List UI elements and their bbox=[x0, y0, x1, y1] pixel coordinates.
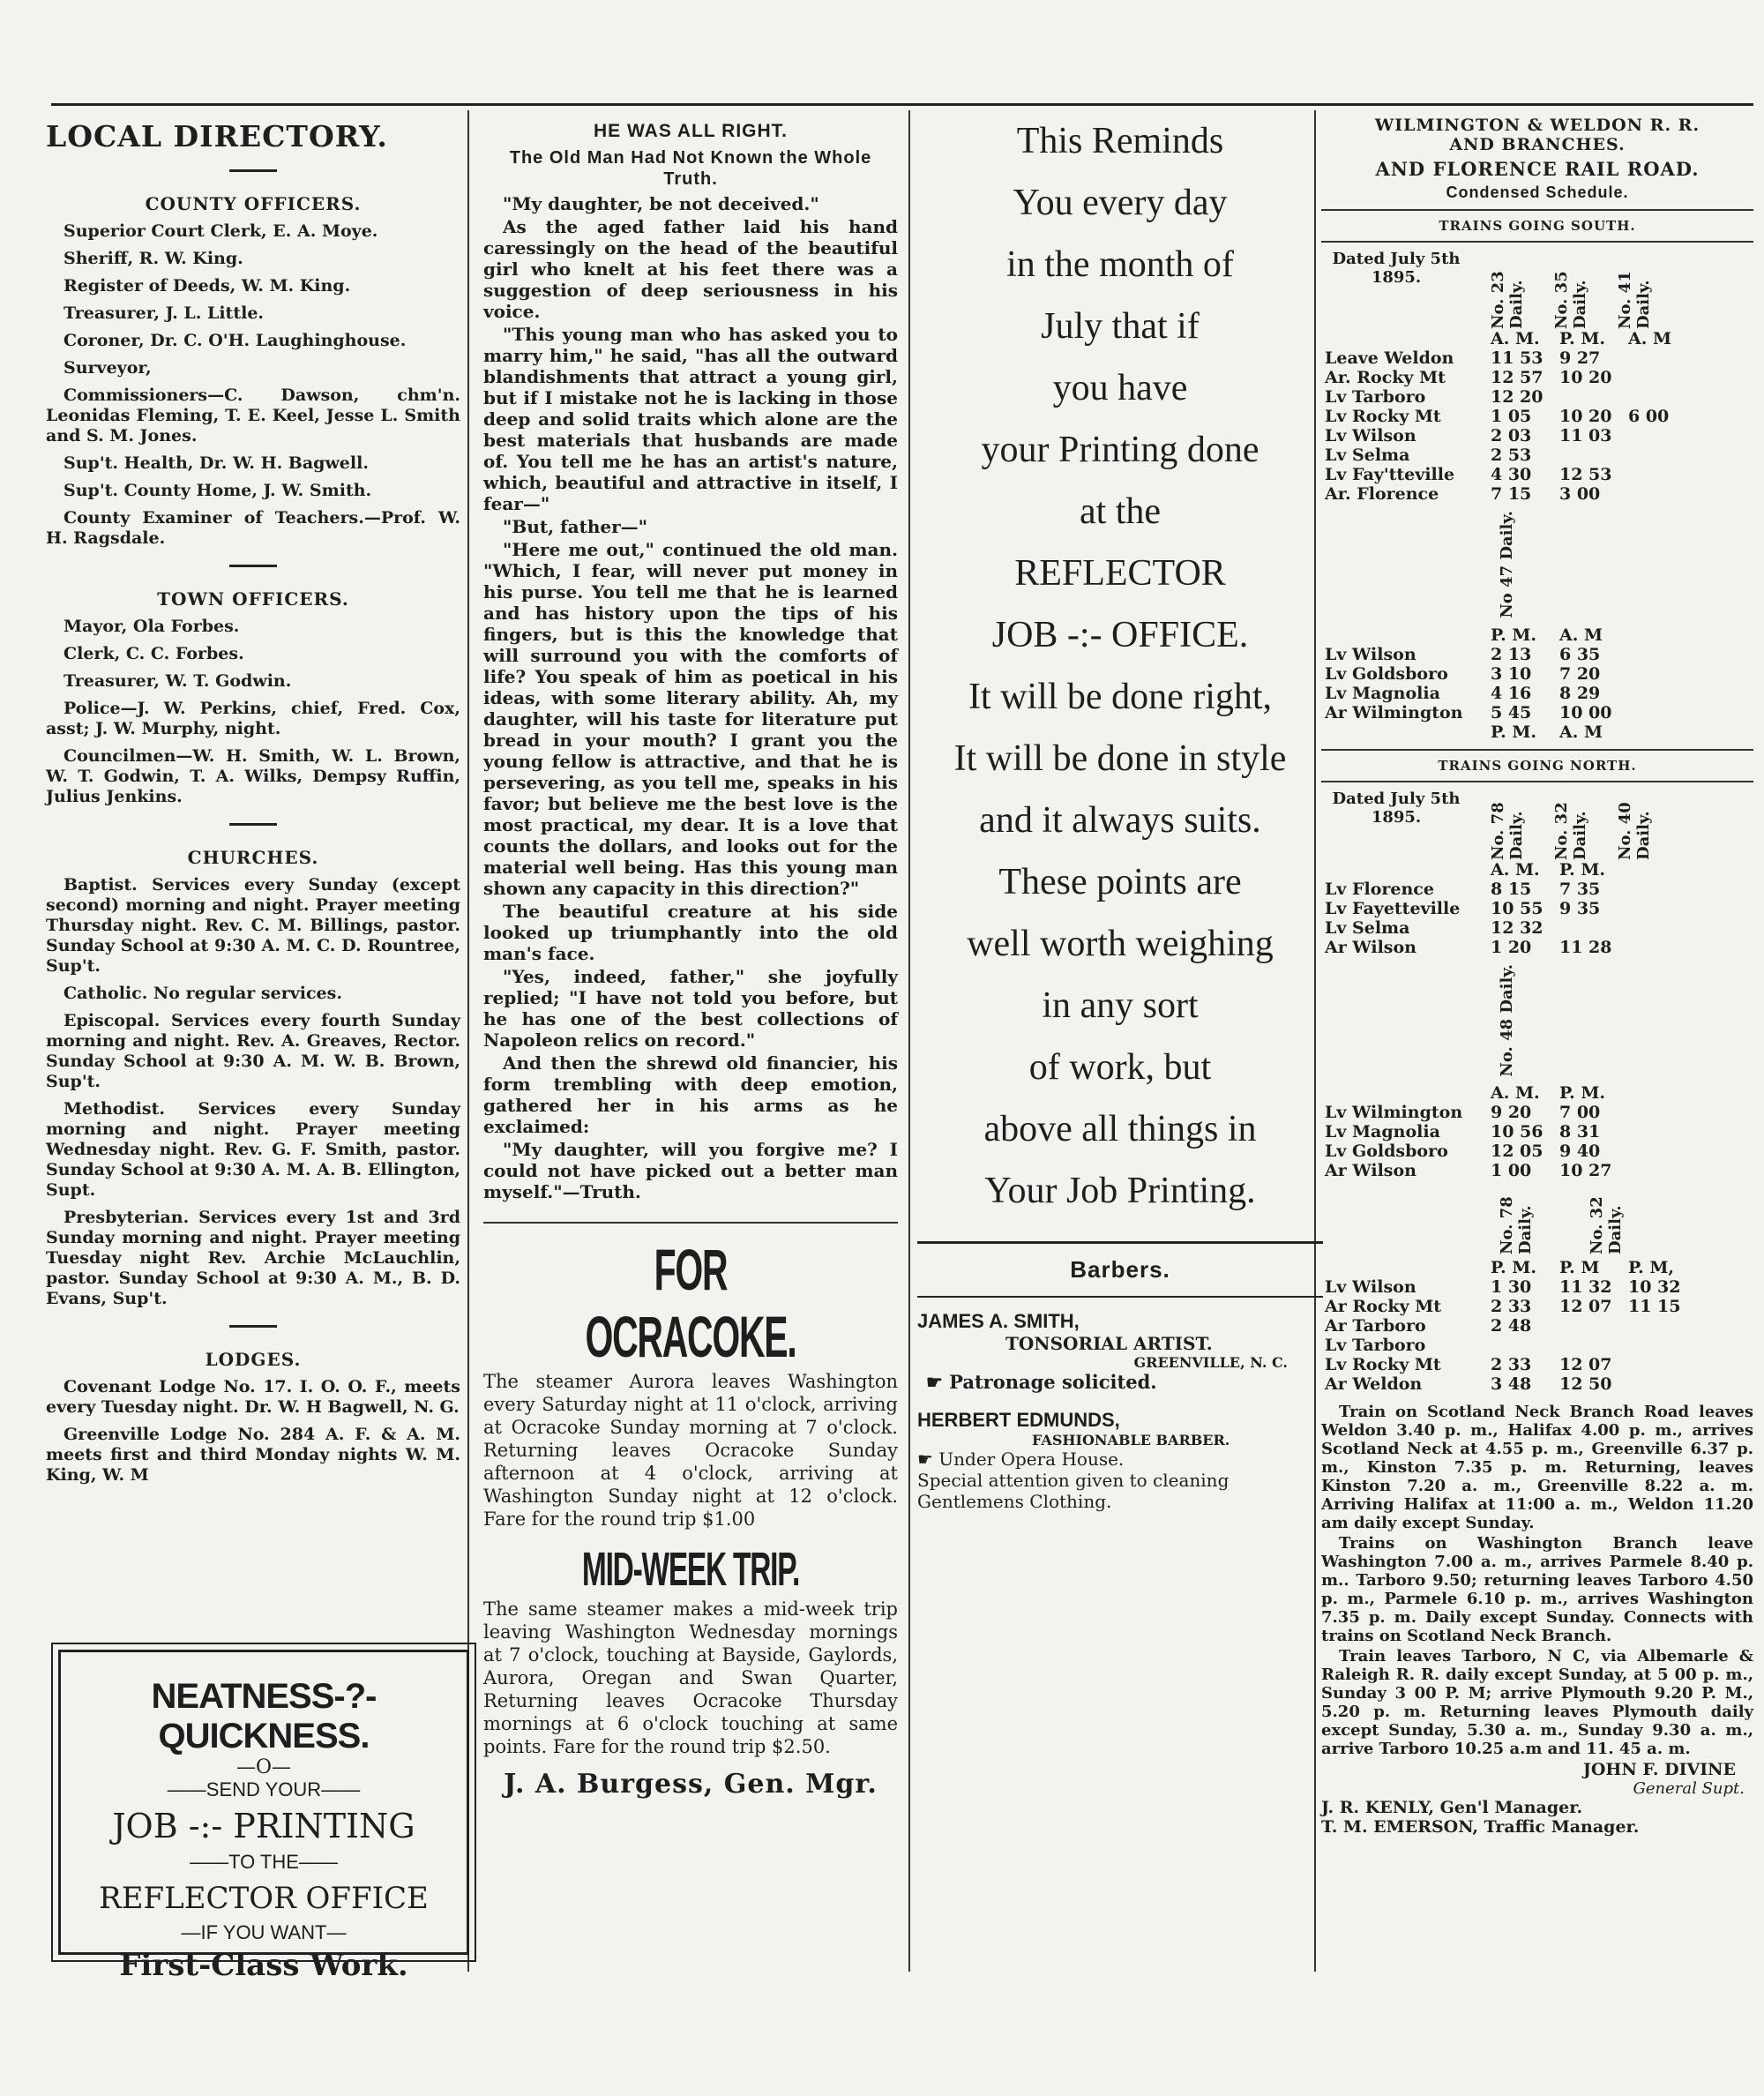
ocracoke-text: The steamer Aurora leaves Washington every Saturday night at 11 o'clock, arriving at Ocracoke Sunday morning at 7 o'clock. Returning leaves Ocracoke Sunday afternoon at 4 o'clock, arriving at Washington Sunday night at 12 o'clock. Fare for the round trip $1.00 bbox=[483, 1371, 898, 1530]
town-officer-entry: Councilmen—W. H. Smith, W. L. Brown, W. T. Godwin, T. A. Wilks, Dempsy Ruffin, Julius Jenkins. bbox=[46, 746, 460, 806]
pointing-hand-icon: ☛ bbox=[917, 1448, 939, 1470]
station-cell: Ar Wilson bbox=[1325, 1161, 1416, 1181]
ad-first-class: First-Class Work. bbox=[119, 1948, 408, 1983]
divider bbox=[917, 1296, 1323, 1298]
story-paragraph: "Here me out," continued the old man. "Which, I fear, will never put money in his purse. You tell me that he is learned and has history upon the tips of his fingers, but is this the knowledge that will surround you with the comforts of life? You speak of him as poetical in his ideas, with some literary ability. Ah, my daughter, will his taste for literature put bread in your mouth? I grant you the young fellow is attractive, and that he is persevering, as you tell me, speaks in his favor; but believe me the best love is the most practical, my dear. It is a love that counts the dollars, and looks out for the material well being. Has this young man shown any capacity in this direction?" bbox=[483, 539, 898, 899]
schedule-row bbox=[1321, 1277, 1693, 1297]
churches-list bbox=[46, 875, 460, 1309]
ad-line: ——SEND YOUR—— bbox=[167, 1778, 361, 1800]
schedule-row bbox=[1321, 348, 1693, 368]
station-cell: Lv Wilmington bbox=[1325, 1103, 1463, 1123]
time-cell: 12 07 bbox=[1559, 1355, 1612, 1375]
divider bbox=[229, 169, 277, 172]
time-cell bbox=[1625, 1316, 1693, 1336]
time-cell bbox=[1625, 1374, 1693, 1394]
reminder-line: These points are bbox=[998, 862, 1242, 902]
train-column-header: No. 78 Daily. bbox=[1489, 801, 1526, 860]
time-cell: 5 45 bbox=[1491, 702, 1532, 722]
time-cell bbox=[1625, 484, 1693, 504]
north-column-headers bbox=[1489, 790, 1653, 860]
train-column-header: No. 32 Daily. bbox=[1552, 801, 1589, 860]
south-heading: TRAINS GOING SOUTH. bbox=[1439, 218, 1636, 234]
schedule-row bbox=[1321, 880, 1625, 899]
ocracoke-title: FOR OCRACOKE. bbox=[585, 1237, 796, 1369]
time-cell: 10 27 bbox=[1559, 1161, 1612, 1181]
reminder-line: you have bbox=[1052, 368, 1188, 408]
station-cell bbox=[1321, 1258, 1487, 1277]
time-cell: 12 57 bbox=[1491, 368, 1544, 387]
time-cell: 1 00 bbox=[1491, 1161, 1532, 1181]
church-entry: Catholic. No regular services. bbox=[64, 984, 342, 1003]
town-officer-entry: Police—J. W. Perkins, chief, Fred. Cox, asst; J. W. Murphy, night. bbox=[46, 699, 460, 738]
time-cell: 6 35 bbox=[1559, 644, 1601, 664]
divider bbox=[229, 565, 277, 567]
reminder-line: Your Job Printing. bbox=[984, 1171, 1256, 1211]
town-officers-heading: TOWN OFFICERS. bbox=[157, 588, 349, 610]
time-cell: 4 30 bbox=[1491, 465, 1532, 484]
station-cell: Ar Rocky Mt bbox=[1325, 1297, 1442, 1317]
time-cell: 7 20 bbox=[1559, 663, 1601, 684]
time-cell: A. M. bbox=[1491, 329, 1540, 348]
reminder-line: well worth weighing bbox=[967, 924, 1274, 964]
station-cell: Ar. Florence bbox=[1325, 484, 1439, 504]
rr-signer: JOHN F. DIVINE bbox=[1582, 1760, 1736, 1780]
time-cell: P. M. bbox=[1491, 722, 1537, 742]
schedule-row bbox=[1321, 703, 1625, 722]
schedule-row bbox=[1321, 664, 1625, 684]
schedule-row bbox=[1321, 1374, 1693, 1394]
time-cell: 11 28 bbox=[1559, 937, 1612, 957]
story-title: HE WAS ALL RIGHT. bbox=[593, 121, 788, 141]
ad-job-printing: JOB -:- PRINTING bbox=[112, 1807, 415, 1845]
reminder-line: above all things in bbox=[983, 1109, 1257, 1149]
story-paragraph: "This young man who has asked you to marry him," he said, "has all the outward blandishments that attract a young girl, but if I mistake not he is lacking in those deep and solid traits which alone are the best materials that husbands are made of. You tell me he has an artist's nature, which, beautiful and attractive in itself, I fear—" bbox=[483, 324, 898, 514]
station-cell: Ar Wilson bbox=[1325, 937, 1416, 957]
station-cell: Ar Wilmington bbox=[1325, 702, 1463, 722]
ad-line: —IF YOU WANT— bbox=[181, 1921, 347, 1943]
reminder-ad bbox=[917, 110, 1323, 1512]
rr-signer-title: General Supt. bbox=[1633, 1779, 1745, 1799]
time-cell: P. M. bbox=[1559, 1083, 1606, 1104]
time-cell bbox=[1625, 1355, 1693, 1374]
time-cell bbox=[1625, 426, 1693, 445]
smith-title: TONSORIAL ARTIST. bbox=[1005, 1333, 1213, 1354]
time-cell bbox=[1625, 465, 1693, 484]
time-cell: P. M. bbox=[1491, 625, 1537, 645]
schedule-row bbox=[1321, 1103, 1625, 1122]
time-cell: 10 20 bbox=[1559, 407, 1612, 426]
schedule-row bbox=[1321, 918, 1625, 938]
station-cell: Lv Tarboro bbox=[1325, 387, 1426, 407]
time-cell: A. M. bbox=[1491, 859, 1540, 880]
time-cell: A. M bbox=[1559, 625, 1603, 645]
county-officer-entry: Register of Deeds, W. M. King. bbox=[64, 276, 351, 296]
schedule-row bbox=[1321, 722, 1625, 742]
reminder-line: It will be done right, bbox=[968, 677, 1273, 717]
divider bbox=[1321, 749, 1753, 751]
station-cell bbox=[1321, 860, 1487, 880]
time-cell bbox=[1625, 1336, 1693, 1355]
time-cell: 3 00 bbox=[1559, 484, 1601, 504]
town-officer-entry: Clerk, C. C. Forbes. bbox=[64, 644, 244, 663]
time-cell: 11 03 bbox=[1559, 426, 1612, 445]
time-cell: A. M bbox=[1628, 329, 1672, 348]
station-cell: Lv Tarboro bbox=[1325, 1336, 1426, 1356]
edmunds-note: Special attention given to cleaning Gentlemens Clothing. bbox=[917, 1470, 1230, 1512]
schedule-row bbox=[1321, 1336, 1693, 1355]
time-cell: 3 48 bbox=[1491, 1374, 1532, 1395]
north-column-headers-3 bbox=[1498, 1187, 1753, 1254]
edmunds-location bbox=[917, 1448, 1323, 1470]
schedule-row bbox=[1321, 1297, 1693, 1316]
ad-line: ——TO THE—— bbox=[190, 1851, 338, 1873]
schedule-row bbox=[1321, 1122, 1625, 1142]
railroad-note: Trains on Washington Branch leave Washington 7.00 a. m., arrives Parmele 8.40 p. m.. Tarboro 9.50; returning leaves Tarboro 4.50 p. m., Parmele 6.10 p. m., arrives Washington 7.35 p. m. Daily except Sunday. Connects with trains on Scotland Neck Branch. bbox=[1321, 1534, 1753, 1646]
time-cell bbox=[1625, 445, 1693, 465]
schedule-row bbox=[1321, 1355, 1693, 1374]
time-cell: 2 33 bbox=[1491, 1297, 1532, 1317]
station-cell: Lv Selma bbox=[1325, 445, 1410, 465]
story-body bbox=[483, 193, 898, 1202]
lodges-list bbox=[46, 1377, 460, 1486]
schedule-row bbox=[1321, 938, 1625, 957]
reminder-line: This Reminds bbox=[1016, 121, 1224, 161]
station-cell bbox=[1321, 722, 1487, 742]
time-cell: 11 15 bbox=[1628, 1297, 1681, 1317]
schedule-row bbox=[1321, 645, 1625, 664]
time-cell: 10 00 bbox=[1559, 702, 1612, 722]
time-cell bbox=[1625, 348, 1693, 368]
train-column-header: No. 32 Daily. bbox=[1588, 1196, 1625, 1255]
churches-heading: CHURCHES. bbox=[187, 847, 319, 868]
time-cell: 12 32 bbox=[1491, 917, 1544, 938]
station-cell: Lv Magnolia bbox=[1325, 683, 1440, 703]
train-column-header: No. 35 Daily. bbox=[1552, 271, 1589, 329]
directory-title: LOCAL DIRECTORY. bbox=[46, 119, 388, 153]
train-column-header: No. 78 Daily. bbox=[1498, 1196, 1535, 1255]
reminder-line: REFLECTOR bbox=[1014, 553, 1226, 594]
time-cell: 12 07 bbox=[1559, 1297, 1612, 1317]
station-cell: Lv Rocky Mt bbox=[1325, 1355, 1441, 1375]
edmunds-title: FASHIONABLE BARBER. bbox=[1032, 1432, 1230, 1448]
time-cell: 9 35 bbox=[1559, 898, 1601, 918]
time-cell: 1 05 bbox=[1491, 407, 1532, 426]
time-cell: 10 32 bbox=[1628, 1277, 1681, 1298]
south-col-47: No 47 Daily. bbox=[1498, 511, 1516, 618]
lodge-entry: Greenville Lodge No. 284 A. F. & A. M. meets first and third Monday nights W. M. King, W. M bbox=[46, 1425, 460, 1485]
time-cell bbox=[1556, 387, 1625, 407]
schedule-row bbox=[1321, 1316, 1693, 1336]
time-cell: 8 15 bbox=[1491, 879, 1532, 899]
station-cell bbox=[1321, 625, 1487, 645]
schedule-row bbox=[1321, 387, 1693, 407]
north-schedule-table bbox=[1321, 860, 1625, 957]
time-cell bbox=[1556, 1336, 1625, 1355]
smith-note-text: Patronage solicited. bbox=[949, 1371, 1157, 1393]
schedule-row bbox=[1321, 407, 1693, 426]
railroad-notes bbox=[1321, 1403, 1753, 1758]
time-cell: P. M. bbox=[1559, 859, 1606, 880]
time-cell: P. M. bbox=[1491, 1258, 1537, 1278]
story-subtitle: The Old Man Had Not Known the Whole Truth. bbox=[509, 148, 872, 189]
general-manager: J. A. Burgess, Gen. Mgr. bbox=[504, 1769, 878, 1800]
schedule-row bbox=[1321, 684, 1625, 703]
story-paragraph: "My daughter, be not deceived." bbox=[503, 193, 819, 214]
schedule-row bbox=[1321, 445, 1693, 465]
divider bbox=[1321, 781, 1753, 782]
north-dated: Dated July 5th 1895. bbox=[1332, 789, 1461, 827]
ad-headline: NEATNESS-?-QUICKNESS. bbox=[151, 1677, 377, 1755]
time-cell: 10 56 bbox=[1491, 1122, 1544, 1142]
station-cell: Lv Goldsboro bbox=[1325, 1142, 1448, 1162]
time-cell: 7 35 bbox=[1559, 879, 1601, 899]
train-column-header: No. 41 Daily. bbox=[1616, 271, 1653, 329]
ad-separator: —O— bbox=[235, 1756, 292, 1778]
station-cell: Lv Magnolia bbox=[1325, 1122, 1440, 1142]
time-cell: 7 00 bbox=[1559, 1103, 1601, 1123]
south-dated: Dated July 5th 1895. bbox=[1332, 250, 1461, 287]
pointing-hand-icon: ☛ bbox=[926, 1371, 950, 1393]
rr-title-3: AND FLORENCE RAIL ROAD. bbox=[1375, 158, 1700, 180]
column-divider bbox=[908, 110, 910, 1972]
reminder-line: your Printing done bbox=[981, 430, 1259, 470]
county-officer-entry: Surveyor, bbox=[64, 358, 152, 378]
schedule-row bbox=[1321, 625, 1625, 645]
reminder-line: at the bbox=[1079, 491, 1162, 532]
time-cell bbox=[1556, 918, 1625, 938]
station-cell bbox=[1321, 1083, 1487, 1103]
station-cell: Lv Fay'tteville bbox=[1325, 465, 1455, 484]
schedule-row bbox=[1321, 1083, 1625, 1103]
barbers-heading: Barbers. bbox=[1070, 1256, 1170, 1283]
time-cell: 11 53 bbox=[1491, 348, 1544, 368]
time-cell: 12 20 bbox=[1491, 387, 1544, 407]
county-officer-entry: Treasurer, J. L. Little. bbox=[64, 303, 265, 323]
station-cell: Lv Florence bbox=[1325, 879, 1434, 899]
schedule-row bbox=[1321, 329, 1693, 348]
time-cell: 12 50 bbox=[1559, 1374, 1612, 1395]
neatness-quickness-ad bbox=[58, 1650, 469, 1983]
time-cell: 4 16 bbox=[1491, 683, 1532, 703]
time-cell bbox=[1556, 1316, 1625, 1336]
station-cell: Lv Wilson bbox=[1325, 1277, 1416, 1298]
church-entry: Episcopal. Services every fourth Sunday morning and night. Rev. A. Greaves, Rector. Sunday School at 9:30 A. M. W. B. Brown, Sup't. bbox=[46, 1011, 460, 1091]
reminder-line: in any sort bbox=[1042, 985, 1199, 1026]
station-cell: Leave Weldon bbox=[1325, 348, 1454, 368]
time-cell: 2 48 bbox=[1491, 1316, 1532, 1336]
smith-note bbox=[926, 1371, 1323, 1393]
time-cell: 2 33 bbox=[1491, 1355, 1532, 1375]
schedule-row bbox=[1321, 1258, 1693, 1277]
time-cell: 6 00 bbox=[1628, 407, 1670, 426]
reminder-line: You every day bbox=[1013, 183, 1228, 223]
divider bbox=[1321, 241, 1753, 243]
time-cell: 12 05 bbox=[1491, 1142, 1544, 1162]
town-officers-list bbox=[46, 617, 460, 807]
edmunds-name: HERBERT EDMUNDS, bbox=[917, 1409, 1120, 1431]
county-officer-entry: Superior Court Clerk, E. A. Moye. bbox=[64, 221, 378, 241]
north-schedule-table-3 bbox=[1321, 1258, 1693, 1394]
station-cell: Lv Fayetteville bbox=[1325, 898, 1461, 918]
county-officer-entry: Sup't. Health, Dr. W. H. Bagwell. bbox=[64, 453, 369, 473]
station-cell: Lv Wilson bbox=[1325, 644, 1416, 664]
station-cell: Ar Weldon bbox=[1325, 1374, 1423, 1395]
top-rule bbox=[51, 103, 1753, 106]
story-paragraph: The beautiful creature at his side looked up triumphantly into the old man's face. bbox=[483, 901, 898, 964]
rr-title-2: AND BRANCHES. bbox=[1449, 135, 1626, 154]
smith-name: JAMES A. SMITH, bbox=[917, 1310, 1080, 1332]
county-officer-entry: Sheriff, R. W. King. bbox=[64, 249, 243, 268]
railroad-note: Train leaves Tarboro, N C, via Albemarle & Raleigh R. R. daily except Sunday, at 5 00 p. m., Sunday 3 00 P. M; arrive Plymouth 9.20 P. M., 5.20 p. m. Returning leaves Plymouth daily except Sunday, 5.30 a. m., Sunday 9.30 a. m., arrive Tarboro 10.25 a.m and 11. 45 a. m. bbox=[1321, 1647, 1753, 1759]
station-cell: Lv Goldsboro bbox=[1325, 663, 1448, 684]
time-cell: 10 55 bbox=[1491, 898, 1544, 918]
story-paragraph: "Yes, indeed, father," she joyfully replied; "I have not told you before, but he has one of the best collections of Napoleon relics on record." bbox=[483, 966, 898, 1051]
rr-gen-manager: J. R. KENLY, Gen'l Manager. bbox=[1321, 1798, 1583, 1818]
schedule-row bbox=[1321, 860, 1625, 880]
smith-place: GREENVILLE, N. C. bbox=[1133, 1354, 1288, 1371]
town-officer-entry: Treasurer, W. T. Godwin. bbox=[64, 671, 292, 691]
time-cell: 3 10 bbox=[1491, 663, 1532, 684]
schedule-row bbox=[1321, 484, 1693, 504]
railroad-column bbox=[1321, 110, 1753, 1837]
station-cell: Lv Wilson bbox=[1325, 426, 1416, 445]
story-paragraph: And then the shrewd old financier, his form trembling with deep emotion, gathered her in his arms as he exclaimed: bbox=[483, 1052, 898, 1137]
lodge-entry: Covenant Lodge No. 17. I. O. O. F., meets every Tuesday night. Dr. W. H Bagwell, N. G. bbox=[46, 1377, 460, 1417]
time-cell: 12 53 bbox=[1559, 465, 1612, 484]
county-officer-entry: Coroner, Dr. C. O'H. Laughinghouse. bbox=[64, 331, 407, 350]
county-officer-entry: Sup't. County Home, J. W. Smith. bbox=[64, 481, 372, 500]
railroad-note: Train on Scotland Neck Branch Road leaves Weldon 3.40 p. m., Halifax 4.00 p. m., arrives Scotland Neck at 4.55 p. m., Greenville 6.37 p. m., Kinston 7.35 p. m. Returning, leaves Kinston 7.20 a. m., Greenville 8.22 a. m. Arriving Halifax at 11:00 a. m., Weldon 11.20 am daily except Sunday. bbox=[1321, 1403, 1753, 1533]
ad-reflector-office: REFLECTOR OFFICE bbox=[99, 1881, 429, 1916]
schedule-row bbox=[1321, 465, 1693, 484]
time-cell: P. M, bbox=[1628, 1258, 1675, 1278]
station-cell bbox=[1321, 329, 1487, 348]
schedule-row bbox=[1321, 426, 1693, 445]
story-paragraph: "My daughter, will you forgive me? I could not have picked out a better man myself."—Truth. bbox=[483, 1139, 898, 1202]
church-entry: Methodist. Services every Sunday morning and night. Prayer meeting Wednesday night. Rev. G. F. Smith, pastor. Sunday School at 9:30 A. M. A. B. Ellington, Supt. bbox=[46, 1099, 460, 1200]
time-cell: A. M bbox=[1559, 722, 1603, 742]
reminder-line: JOB -:- OFFICE. bbox=[991, 615, 1249, 655]
time-cell: 9 20 bbox=[1491, 1103, 1532, 1123]
divider bbox=[917, 1241, 1323, 1244]
county-officers-list bbox=[46, 221, 460, 549]
rr-subtitle: Condensed Schedule. bbox=[1446, 183, 1629, 201]
rr-title-1: WILMINGTON & WELDON R. R. bbox=[1374, 116, 1700, 135]
reminder-line: in the month of bbox=[1006, 244, 1234, 285]
station-cell: Ar Tarboro bbox=[1325, 1316, 1426, 1336]
divider bbox=[229, 1325, 277, 1328]
edmunds-location-text: Under Opera House. bbox=[938, 1448, 1125, 1470]
time-cell: 1 30 bbox=[1491, 1277, 1532, 1298]
train-column-header: No. 23 Daily. bbox=[1489, 271, 1526, 329]
time-cell: 8 29 bbox=[1559, 683, 1601, 703]
town-officer-entry: Mayor, Ola Forbes. bbox=[64, 617, 240, 636]
time-cell: A. M. bbox=[1491, 1083, 1540, 1104]
story-paragraph: "But, father—" bbox=[503, 516, 648, 537]
mid-week-title: MID-WEEK TRIP. bbox=[581, 1543, 800, 1596]
rr-traffic-manager: T. M. EMERSON, Traffic Manager. bbox=[1321, 1817, 1640, 1838]
time-cell: 1 20 bbox=[1491, 937, 1532, 957]
time-cell: 11 32 bbox=[1559, 1277, 1612, 1298]
church-entry: Presbyterian. Services every 1st and 3rd Sunday morning and night. Prayer meeting Tuesday night Rev. Archie McLauchlin, pastor. Sunday School at 9:30 A. M., B. D. Evans, Sup't. bbox=[46, 1208, 460, 1308]
divider bbox=[229, 823, 277, 826]
reminder-line: July that if bbox=[1041, 306, 1200, 347]
church-entry: Baptist. Services every Sunday (except second) morning and night. Prayer meeting Thursday night. Rev. C. M. Billings, pastor. Sunday School at 9:30 A. M. C. D. Rountree, Sup't. bbox=[46, 875, 460, 976]
mid-week-text: The same steamer makes a mid-week trip leaving Washington Wednesday mornings at 7 o'clock, touching at Bayside, Gaylords, Aurora, Oregan and Swan Quarter, Returning leaves Ocracoke Thursday mornings at 6 o'clock touching at same points. Fare for the round trip $2.50. bbox=[483, 1598, 898, 1757]
time-cell bbox=[1625, 387, 1693, 407]
time-cell: P. M bbox=[1559, 1258, 1600, 1278]
divider bbox=[1321, 209, 1753, 211]
schedule-row bbox=[1321, 899, 1625, 918]
north-col-48: No. 48 Daily. bbox=[1498, 963, 1516, 1077]
time-cell: 9 40 bbox=[1559, 1142, 1601, 1162]
local-directory-column bbox=[46, 110, 460, 1983]
reminder-line: It will be done in style bbox=[953, 738, 1287, 779]
time-cell: 10 20 bbox=[1559, 368, 1612, 387]
station-cell: Lv Rocky Mt bbox=[1325, 407, 1441, 426]
county-officers-heading: COUNTY OFFICERS. bbox=[145, 193, 362, 214]
south-schedule-table bbox=[1321, 329, 1693, 504]
time-cell: 7 15 bbox=[1491, 484, 1532, 504]
station-cell: Ar. Rocky Mt bbox=[1325, 368, 1446, 387]
story-column bbox=[483, 110, 898, 1800]
county-officer-entry: Commissioners—C. Dawson, chm'n. Leonidas Fleming, T. E. Keel, Jesse L. Smith and S. M. Jones. bbox=[46, 386, 460, 445]
time-cell: 2 03 bbox=[1491, 426, 1532, 445]
south-column-headers bbox=[1489, 250, 1653, 329]
reminder-line: and it always suits. bbox=[979, 800, 1261, 841]
station-cell: Lv Selma bbox=[1325, 917, 1410, 938]
schedule-row bbox=[1321, 1142, 1625, 1161]
south-schedule-table-2 bbox=[1321, 625, 1625, 742]
county-officer-entry: County Examiner of Teachers.—Prof. W. H. Ragsdale. bbox=[46, 508, 460, 548]
schedule-row bbox=[1321, 368, 1693, 387]
time-cell: 2 13 bbox=[1491, 644, 1532, 664]
time-cell bbox=[1625, 368, 1693, 387]
north-heading: TRAINS GOING NORTH. bbox=[1438, 757, 1637, 774]
reminder-lines bbox=[917, 110, 1323, 1222]
time-cell: 2 53 bbox=[1491, 445, 1532, 465]
reminder-line: of work, but bbox=[1028, 1047, 1212, 1088]
train-column-header: No. 40 Daily. bbox=[1616, 801, 1653, 860]
divider bbox=[483, 1222, 898, 1224]
schedule-row bbox=[1321, 1161, 1625, 1180]
time-cell: P. M. bbox=[1559, 329, 1606, 348]
lodges-heading: LODGES. bbox=[205, 1349, 302, 1370]
time-cell bbox=[1487, 1336, 1556, 1355]
time-cell: 8 31 bbox=[1559, 1122, 1601, 1142]
north-schedule-table-2 bbox=[1321, 1083, 1625, 1180]
time-cell bbox=[1556, 445, 1625, 465]
time-cell: 9 27 bbox=[1559, 348, 1601, 368]
story-paragraph: As the aged father laid his hand caressingly on the head of the beautiful girl who knelt at his feet there was a suggestion of deep seriousness in his voice. bbox=[483, 216, 898, 322]
